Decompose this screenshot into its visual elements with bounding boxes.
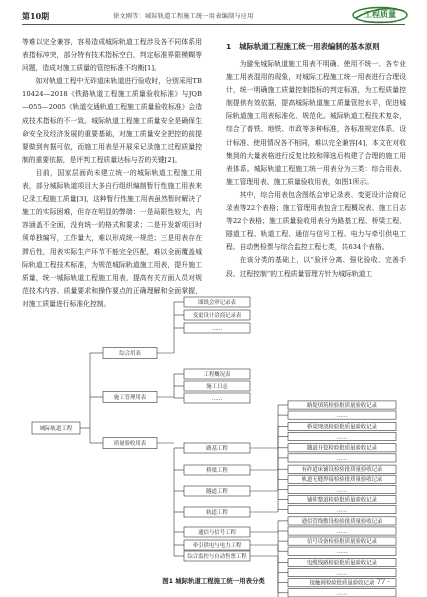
- record-node-label: 通信管线敷设检验批质量验收记录: [301, 518, 383, 525]
- record-node-label: ……: [336, 487, 348, 494]
- record-node-label: ……: [336, 455, 348, 462]
- category-node-label: 综合用表: [119, 350, 141, 357]
- item-node-label: 施工日志: [206, 383, 228, 390]
- left-paragraph: 目前，国家层面尚未建立统一的城际轨道工程施工用表，部分城际轨道项目大多自行组织编制暂行性施工用表来记录工程施工质量[3]，这种暂行性施工用表虽然暂时解决了施工的实际困难，但存在明显的弊端：一是局限性较大，内容涵盖不全面，没有统一的格式和要求；二是开发新项目时须单独编写，工作量大，难以形成统一规范；三是用表存在滞后性，用表实际生产环节不能完全匹配，难以全面覆盖城际轨道工程技术标准，为规范城际轨道施工用表，提升施工质量，统一城际轨道工程施工用表，提高有关方面人员对规范技术内容、质量要求和操作要点的正确理解和全面掌握，对施工质量进行标准化控制。: [22, 168, 202, 308]
- record-node-label: ……: [336, 528, 348, 535]
- item-node-label: ……: [211, 395, 223, 402]
- record-node-label: 桥梁现浇检验批质量验收记录: [306, 424, 378, 431]
- section-number: 1: [226, 42, 232, 51]
- record-node-label: 有砟道床铺设检验批质量验收记录: [301, 467, 383, 474]
- acceptance-node-label: 通信与信号工程: [198, 529, 236, 536]
- record-node-label: 接触网检验批质量验收记录: [309, 580, 375, 587]
- left-paragraph: 如对轨道工程中无砟道床轨道进行验收时，分别采用TB 10424—2018《铁路轨道工程施工质量验收标准》与JQB—055—2005《轨道交通轨道工程施工质量验收标准》会造成技术指标的不一致。城际轨道工程施工质量安全是确保生命安全及经济发展的重要基础，对施工质量安全把控的前提要做到有据可依，而施工用表是开展采记录施工过程质量控制的重要依据，是评判工程质量达标与否的关键[2]。: [22, 77, 202, 164]
- figure-caption: 图1 城际轨道工程施工统一用表分类: [162, 577, 265, 585]
- acceptance-node-label: 路基工程: [206, 445, 228, 452]
- page-number: · 77 ·: [372, 578, 390, 586]
- journal-logo-image: [352, 4, 408, 24]
- left-paragraph: 等难以完全兼容，容易造成城际轨道工程涉及各不同体系用表指标冲突，部分特有技术指标空白，判定标准界限模糊等问题，造成对施工质量的管控标准不均衡[1]。: [22, 38, 202, 73]
- right-paragraph: 其中，综合用表包含图纸会审记录表、变更设计洽商记录表等22个表格；施工管理用表包含工程概况表、施工日志等22个表格；施工质量验收用表分为路基工程、桥梁工程、隧道工程、轨道工程、通信与信号工程、电力与牵引供电工程、自动售检票与综合监控工程七类，共634个表格。: [226, 190, 406, 252]
- record-node-label: ……: [336, 590, 348, 597]
- header-rule: [22, 24, 405, 25]
- right-paragraph: 在该分类的基础上，以“验评分离、强化验收、完善手段、过程控制”的工程质量管理方针为城际轨道工: [226, 256, 406, 278]
- record-node-label: 电缆线路检验批质量验收记录: [306, 560, 378, 567]
- category-node-label: 质量验收用表: [113, 440, 147, 447]
- section-title: 城际轨道工程施工统一用表编制的基本原则: [239, 42, 380, 51]
- item-node-label: 变更设计洽商记录表: [192, 312, 242, 319]
- svg-text:CONSTRUCTION QUALITY: CONSTRUCTION QUALITY: [363, 21, 397, 24]
- record-node-label: 隧道开挖检验批质量验收记录: [306, 445, 378, 452]
- acceptance-node-label: 综合监控与自动售票工程: [187, 553, 247, 560]
- root-node-label: 城际轨道工程: [39, 425, 73, 432]
- svg-text:工程质量: 工程质量: [364, 10, 396, 19]
- record-node-label: 路堤填筑检验批质量验收记录: [306, 402, 378, 409]
- acceptance-node-label: 牵引供电与电力工程: [192, 542, 242, 549]
- right-column: [226, 36, 406, 281]
- acceptance-node-label: 隧道工程: [206, 488, 228, 495]
- acceptance-node-label: 轨道工程: [206, 509, 228, 516]
- item-node-label: 工程概况表: [203, 371, 231, 378]
- record-node-label: ……: [336, 570, 348, 577]
- running-title: 徐文刚等：城际轨道工程施工统一用表编制与应用: [113, 13, 254, 20]
- right-paragraph: 为避免城际轨道施工用表不明确、使用不统一、各专业施工用表混用的现象，对城际工程施工统一用表进行合理设计，统一明确施工质量控制指标的判定标准，为工程质量控制提供有效依据，提高城际轨道施工质量管控水平，促进城际轨道施工用表标准化、规范化。城际轨道工程技术复杂，综合了普铁、地铁、市政等多种标准，各标准规定体系、设计标准、使用情况各不相同，难以完全兼容[4]，本文在对收集到的大量表格进行反复比较和筛选后构建了合理的施工用表体系。城际轨道工程施工统一用表分为三类：综合用表、施工管理用表、施工质量验收用表，如图1所示。: [226, 60, 406, 186]
- record-node-label: 轨道无缝焊接检验批质量验收记录: [301, 477, 383, 484]
- journal-logo: [352, 4, 408, 24]
- category-node-label: 施工管理用表: [113, 394, 147, 401]
- item-node-label: ……: [211, 325, 223, 332]
- journal-issue: 第10期: [22, 11, 50, 21]
- record-node-label: 铺砟整道检验批质量验收记录: [306, 497, 378, 504]
- record-node-label: ……: [336, 507, 348, 514]
- record-node-label: ……: [336, 434, 348, 441]
- record-node-label: ……: [336, 413, 348, 419]
- left-column: [22, 36, 202, 311]
- section-heading: [226, 40, 406, 54]
- acceptance-node-label: 桥梁工程: [206, 467, 228, 474]
- record-node-label: 信号设备检验批质量验收记录: [306, 539, 378, 545]
- item-node-label: 图纸会审记录表: [198, 299, 236, 306]
- record-node-label: ……: [336, 549, 348, 556]
